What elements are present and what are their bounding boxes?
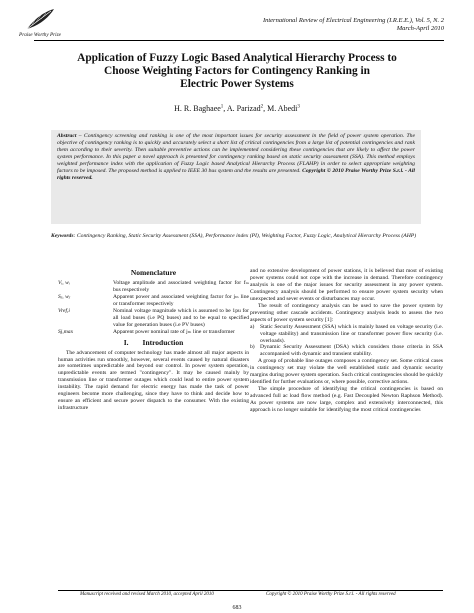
nomenclature-symbol: Sⱼ, wⱼ	[58, 293, 71, 300]
introduction-heading	[58, 337, 249, 347]
paragraph: A group of probable line outages composes a contingency set. Some critical cases in contingency set may violate the well established static and dynamic security margins during power system operation. Such critical contingencies should be quickly identified for further evaluations or, where possible, corrective actions.	[250, 358, 443, 386]
abstract-copyright: Copyright © 2010 Praise Worthy Prize S.r.l. - All rights reserved.	[57, 168, 415, 181]
list-item	[250, 344, 443, 358]
nomenclature-row	[58, 329, 249, 336]
footer-copyright: Copyright © 2010 Praise Worthy Prize S.r.l. - All rights reserved	[266, 592, 396, 597]
page-number: 683	[232, 605, 242, 611]
author-2-affil: 2	[260, 104, 264, 110]
section-title: Introduction	[142, 337, 184, 347]
feather-logo-icon	[23, 7, 57, 31]
title-line-3: Electric Power Systems	[180, 78, 294, 90]
journal-citation: International Review of Electrical Engineering (I.R.E.E.), Vol. 5, N. 2	[262, 17, 444, 24]
journal-issue-date: March-April 2010	[396, 25, 444, 32]
paragraph: The simple procedure of identifying the critical contingencies is based on advanced full ac load flow method (e.g. Fast Decoupled Newton Raphson Method). As power systems are now large, complex and extensively interconnected, this approach is no longer suitable for identifying the most critical contingencies	[250, 386, 443, 414]
title-line-1: Application of Fuzzy Logic Based Analytical Hierarchy Process to	[77, 52, 397, 64]
author-3-affil: 3	[297, 104, 300, 110]
footer-rule	[58, 590, 443, 591]
logo-text: Praise Worthy Prize	[19, 32, 61, 38]
left-column	[58, 268, 249, 412]
author-list	[0, 104, 474, 113]
title-line-2: Choose Weighting Factors for Contingency Ranking in	[103, 65, 371, 77]
nomenclature-heading: Nomenclature	[130, 268, 177, 277]
author-2: , A. Parizad	[223, 104, 261, 113]
nomenclature-desc: Apparent power and associated weighting factor for jₜₕ line or transformer respectively	[113, 293, 249, 307]
author-3: , M. Abedi	[263, 104, 298, 113]
intro-paragraph: The advancement of computer technology has made almost all major aspects in human activities run smoothly, however, several events caused by natural disasters are sometimes unpredictable and beyond our control. In power system operation, unpredictable events are termed "contingency". It may be caused mainly by transmission line or transformer outages which could lead to entire power system instability. The rapid demand for electric energy has made the task of power engineers become more challenging, since they have to think and decide how to ensure an efficient and secure power dispatch to the consumer. With the existing infrastructure	[58, 349, 249, 412]
list-label: a)	[250, 323, 255, 330]
nomenclature-symbol: Vref,i	[58, 307, 70, 314]
manuscript-note: Manuscript received and revised March 2010, accepted April 2010	[80, 592, 214, 597]
nomenclature-table	[58, 280, 249, 336]
right-column	[250, 268, 443, 414]
journal-info	[263, 17, 444, 33]
paragraph: The result of contingency analysis can be used to save the power system by preventing other cascade accidents. Contingency analysis leads to assess the two aspects of power system security [1]:	[250, 302, 443, 323]
list-text: Dynamic Security Assessment (DSA) which considers those criteria in SSA accompanied with dynamic and transient stability.	[260, 344, 443, 358]
nomenclature-row	[58, 280, 249, 294]
header-rule	[34, 40, 444, 41]
nomenclature-row	[58, 294, 249, 308]
paragraph: and no extensive development of power stations, it is believed that most of existing power systems could not cope with the increase in demand. Therefore contingency analysis is one of the major issues for security assessment in any power system. Contingency analysis should be performed to ensure power system security when unexpected and sever events or disturbances may occur.	[250, 268, 443, 302]
paper-title	[55, 52, 419, 91]
list-label: b)	[250, 344, 255, 351]
nomenclature-symbol: Sj,max	[58, 328, 74, 335]
nomenclature-desc: Nominal voltage magnitude which is assumed to be 1pu for all load buses (i.e PQ buses) and to be equal to specified value for generation buses (i.e PV buses)	[113, 307, 249, 328]
author-1-affil: 1	[220, 104, 224, 110]
abstract-label: Abstract	[57, 133, 77, 139]
list-item	[250, 324, 443, 345]
nomenclature-symbol: Vᵢ, wᵢ	[58, 280, 70, 286]
nomenclature-row	[58, 308, 249, 329]
keywords-text: : Contingency Ranking, Static Security Assessment (SSA), Performance index (PI), Weighting Factor, Fuzzy Logic, Analytical Hierarchy Process (AHP)	[73, 233, 417, 239]
publisher-logo	[10, 7, 70, 38]
author-1: H. R. Baghaee	[174, 104, 221, 113]
abstract-text: – Contingency screening and ranking is one of the most important issues for security assessment in the field of power system operation. The objective of contingency ranking is to quickly and accurately select a short list of critical contingencies from a large list of potential contingencies and rank them according to their severity. Then suitable preventive actions can be implemented considering these contingencies that are likely to affect the power system performance. In this paper a novel approach is presented for contingency ranking based on static security assessment (SSA). This method employs weighted performance index with the application of Fuzzy Logic based Analytical Hierarchy Process (FLAHP) in order to select appropriate weighting factors to be imposed. The proposed method is applied to IEEE 30 bus system and the results are presented.	[57, 133, 415, 174]
nomenclature-desc: Apparent power nominal rate of jₜₕ line or transformer	[113, 328, 235, 335]
section-number: I.	[123, 337, 129, 347]
keywords-label: Keywords	[51, 233, 74, 239]
nomenclature-desc: Voltage amplitude and associated weighting factor for fₘ bus respectively	[113, 280, 249, 293]
abstract-box	[51, 130, 421, 224]
keywords	[51, 233, 421, 240]
list-text: Static Security Assessment (SSA) which is mainly based on voltage security (i.e. voltage stability) and transmission line or transformer power flow security (i.e. overloads).	[260, 323, 443, 344]
